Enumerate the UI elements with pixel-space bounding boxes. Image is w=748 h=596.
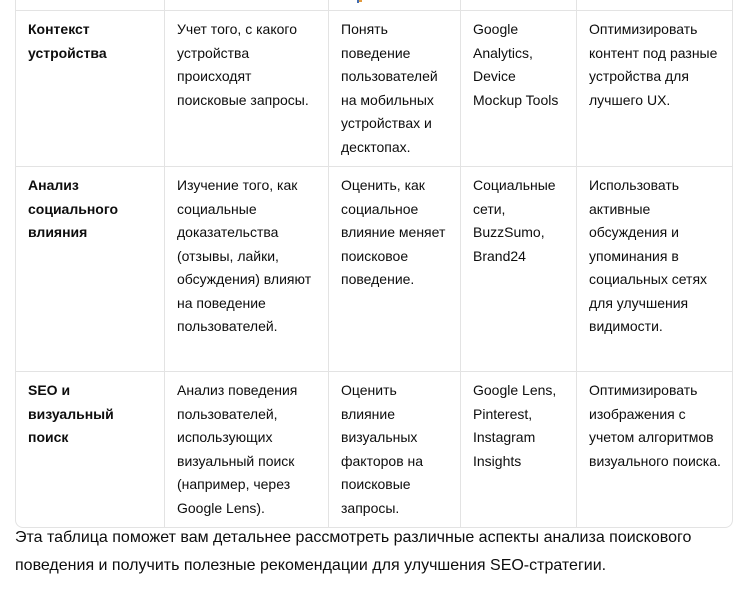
caption-line: поведения и получить полезные рекомендации для улучшения SEO-стратегии. [15, 557, 607, 574]
table-row [15, 11, 733, 167]
caption-line: Эта таблица поможет вам детальнее рассмотреть различные аспекты анализа поискового [15, 529, 692, 546]
cell-tools: Социальные сети, BuzzSumo, Brand24 [461, 167, 577, 372]
cell-goal: Понять поведение пользователей на мобильных устройствах и десктопах. [329, 11, 461, 167]
clipped-emoji-fragment-icon [357, 0, 362, 3]
table-row [15, 372, 733, 528]
clipped-cell [329, 0, 461, 11]
cell-recommendation: Оптимизировать контент под разные устройства для лучшего UX. [577, 11, 733, 167]
cell-description: Учет того, с какого устройства происходят поисковые запросы. [165, 11, 329, 167]
cell-description: Изучение того, как социальные доказательства (отзывы, лайки, обсуждения) влияют на поведение пользователей. [165, 167, 329, 372]
table-caption [15, 524, 745, 580]
cell-recommendation: Оптимизировать изображения с учетом алгоритмов визуального поиска. [577, 372, 733, 528]
cell-tools: Google Lens, Pinterest, Instagram Insights [461, 372, 577, 528]
cell-goal: Оценить влияние визуальных факторов на поисковые запросы. [329, 372, 461, 528]
clipped-cell [461, 0, 577, 11]
seo-analysis-table-container [15, 0, 733, 528]
cell-tools: Google Analytics, Device Mockup Tools [461, 11, 577, 167]
cell-recommendation: Использовать активные обсуждения и упоминания в социальных сетях для улучшения видимости. [577, 167, 733, 372]
seo-analysis-table [15, 0, 733, 528]
clipped-cell [165, 0, 329, 11]
clipped-cell [577, 0, 733, 11]
cell-aspect: Контекст устройства [15, 11, 165, 167]
clipped-table-row [15, 0, 733, 11]
clipped-cell [15, 0, 165, 11]
cell-aspect: Анализ социального влияния [15, 167, 165, 372]
cell-description: Анализ поведения пользователей, использующих визуальный поиск (например, через Google Lens). [165, 372, 329, 528]
fragment-orange-pixel [359, 0, 362, 2]
table-row [15, 167, 733, 372]
cell-aspect: SEO и визуальный поиск [15, 372, 165, 528]
cell-goal: Оценить, как социальное влияние меняет поисковое поведение. [329, 167, 461, 372]
